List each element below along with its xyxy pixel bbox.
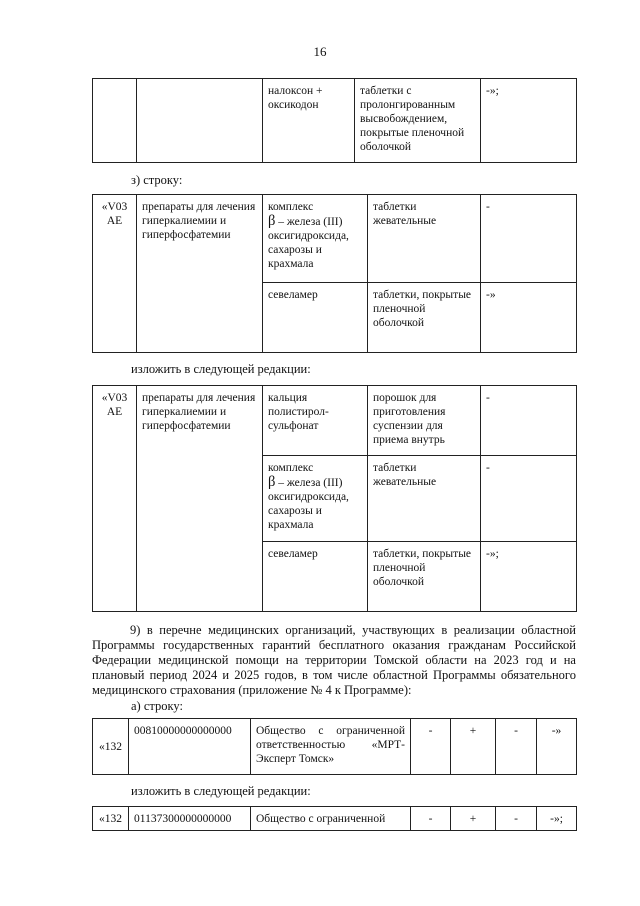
cell-note: - xyxy=(481,456,577,542)
page-number: 16 xyxy=(313,44,327,59)
cell-num: «132 xyxy=(93,807,129,831)
cell-col2: + xyxy=(451,807,496,831)
cell-group: препараты для лечения гиперкалиемии и гиперфосфатемии xyxy=(137,386,263,612)
paragraph-edit-1: изложить в следующей редакции: xyxy=(131,362,311,376)
cell-code xyxy=(93,79,137,163)
paragraph-a: а) строку: xyxy=(131,699,183,713)
cell-inn: комплекс β – железа (III) оксигидроксида, сахарозы и крахмала xyxy=(263,195,368,283)
cell-col3: - xyxy=(496,719,537,775)
table-new-v03ae xyxy=(92,385,577,612)
table-row xyxy=(93,807,577,831)
cell-inn: налоксон + оксикодон xyxy=(263,79,355,163)
cell-form: таблетки жевательные xyxy=(368,456,481,542)
cell-note: -» xyxy=(481,283,577,353)
cell-note: - xyxy=(481,386,577,456)
cell-org-name: Общество с ограниченной xyxy=(251,807,411,831)
cell-group xyxy=(137,79,263,163)
cell-code: 00810000000000000 xyxy=(129,719,251,775)
table-old-v03ae xyxy=(92,194,577,353)
cell-note: - xyxy=(481,195,577,283)
paragraph-z: з) строку: xyxy=(131,173,183,187)
cell-note: -»; xyxy=(481,542,577,612)
cell-code: «V03AE xyxy=(93,195,137,353)
cell-col1: - xyxy=(411,807,451,831)
cell-form: таблетки, покрытые пленочной оболочкой xyxy=(368,542,481,612)
cell-group: препараты для лечения гиперкалиемии и гиперфосфатемии xyxy=(137,195,263,353)
table-old-org xyxy=(92,718,577,775)
table-continuation xyxy=(92,78,577,163)
cell-col1: - xyxy=(411,719,451,775)
cell-form: таблетки с пролонгированным высвобождением, покрытые пленочной оболочкой xyxy=(355,79,481,163)
table-row xyxy=(93,386,577,456)
paragraph-edit-2: изложить в следующей редакции: xyxy=(131,784,311,798)
cell-inn: кальция полистирол-сульфонат xyxy=(263,386,368,456)
cell-form: таблетки жевательные xyxy=(368,195,481,283)
cell-col4: -»; xyxy=(537,807,577,831)
cell-inn: севеламер xyxy=(263,283,368,353)
cell-form: порошок для приготовления суспензии для приема внутрь xyxy=(368,386,481,456)
cell-code: 01137300000000000 xyxy=(129,807,251,831)
cell-inn: севеламер xyxy=(263,542,368,612)
cell-col2: + xyxy=(451,719,496,775)
paragraph-9: 9) в перечне медицинских организаций, участвующих в реализации областной Программы государственных гарантий бесплатного оказания гражданам Российской Федерации медицинской помощи на территории Томской области на 2023 год и на плановый период 2024 и 2025 годов, в том числе областной Программы обязательного медицинского страхования (приложение № 4 к Программе): xyxy=(92,623,576,697)
cell-note: -»; xyxy=(481,79,577,163)
cell-col4: -» xyxy=(537,719,577,775)
cell-code: «V03AE xyxy=(93,386,137,612)
cell-org-name: Общество с ограниченной ответственностью «МРТ-Эксперт Томск» xyxy=(251,719,411,775)
table-row xyxy=(93,79,577,163)
table-new-org xyxy=(92,806,577,831)
table-row xyxy=(93,719,577,775)
cell-inn: комплекс β – железа (III) оксигидроксида, сахарозы и крахмала xyxy=(263,456,368,542)
cell-form: таблетки, покрытые пленочной оболочкой xyxy=(368,283,481,353)
table-row xyxy=(93,195,577,283)
cell-col3: - xyxy=(496,807,537,831)
cell-num: «132 xyxy=(93,719,129,775)
